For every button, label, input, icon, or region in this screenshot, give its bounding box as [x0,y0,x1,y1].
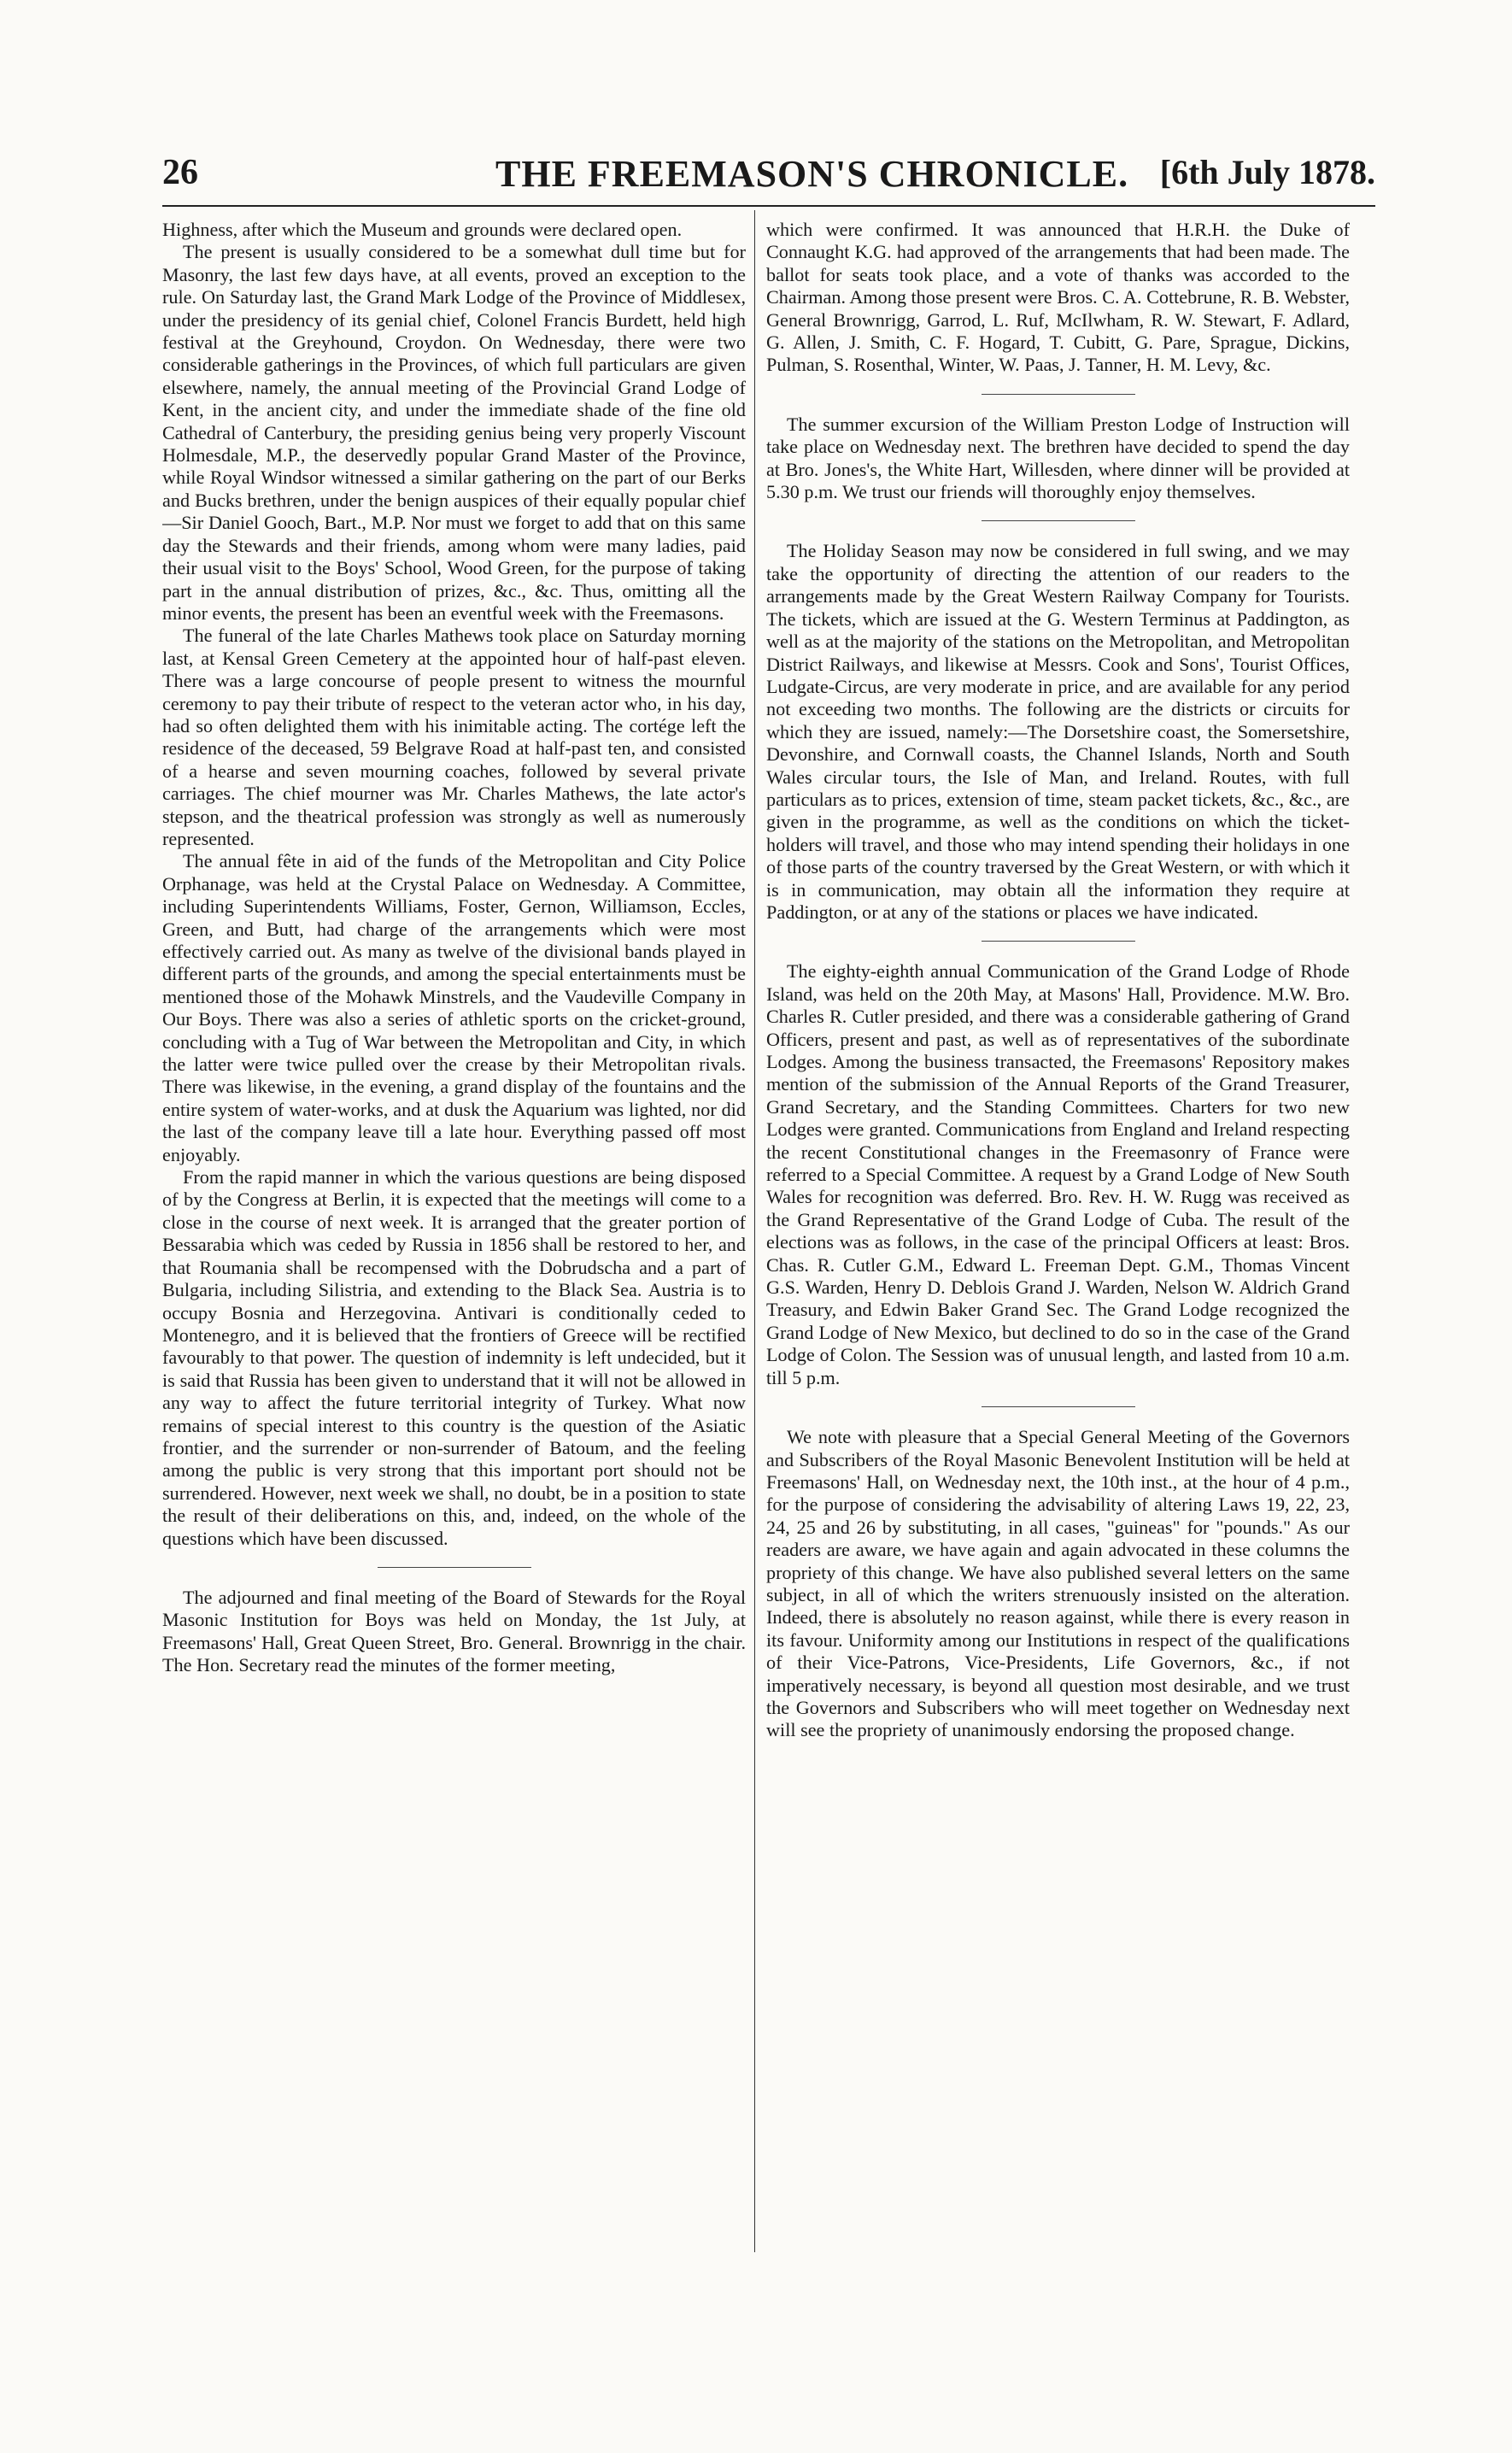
column-divider [754,210,755,2252]
section-separator [378,1567,531,1568]
section-separator [982,394,1135,395]
page-number: 26 [162,153,198,192]
article-paragraph: From the rapid manner in which the various questions are being disposed of by the Congress at Berlin, it is expected that the meetings will come to a close in the course of next week. It is arranged that the greater portion of Bessarabia which was ceded by Russia in 1856 shall be restored to her, and that Roumania shall be recompensed with the Dobrudscha and a part of Bulgaria, including Silistria, and extending to the Black Sea. Austria is to occupy Bosnia and Herzegovina. Antivari is conditionally ceded to Montenegro, and it is believed that the frontiers of Greece will be rectified favourably to that power. The question of indemnity is left undecided, but it is said that Russia has been given to understand that it will not be allowed in any way to affect the future territorial integrity of Turkey. What now remains of special interest to this country is the question of the Asiatic frontier, and the surrender or non-surrender of Batoum, and the feeling among the public is very strong that this important port should not be surrendered. However, next week we shall, no doubt, be in a position to state the result of their deliberations on this, and, indeed, on the whole of the questions which have been discussed. [162,1166,746,1549]
header-rule [162,205,1375,207]
page-header [162,152,1375,203]
article-paragraph: The annual fête in aid of the funds of the Metropolitan and City Police Orphanage, was held at the Crystal Palace on Wednesday. A Committee, including Superintendents Williams, Foster, Gernon, Williamson, Eccles, Green, and Butt, had charge of the arrangements which were most effectively carried out. As many as twelve of the divisional bands played in different parts of the grounds, and among the special entertainments must be mentioned those of the Mohawk Minstrels, and the Vaudeville Company in Our Boys. There was also a series of athletic sports on the cricket-ground, concluding with a Tug of War between the Metropolitan and City, in which the latter were twice pulled over the crease by their Metropolitan rivals. There was likewise, in the evening, a grand display of the fountains and the entire system of water-works, and at dusk the Aquarium was lighted, nor did the last of the company leave till a late hour. Everything passed off most enjoyably. [162,850,746,1165]
publication-title: THE FREEMASON'S CHRONICLE. [495,153,1129,195]
article-paragraph: The adjourned and final meeting of the Board of Stewards for the Royal Masonic Institution for Boys was held on Monday, the 1st July, at Freemasons' Hall, Great Queen Street, Bro. General. Brownrigg in the chair. The Hon. Secretary read the minutes of the former meeting, [162,1586,746,1676]
section-separator [982,1406,1135,1407]
article-paragraph: The eighty-eighth annual Communication of the Grand Lodge of Rhode Island, was held on the 20th May, at Masons' Hall, Providence. M.W. Bro. Charles R. Cutler presided, and there was a considerable gathering of Grand Officers, present and past, as well as of representatives of the subordinate Lodges. Among the business transacted, the Freemasons' Repository makes mention of the submission of the Annual Reports of the Grand Treasurer, Grand Secretary, and the Standing Committees. Charters for two new Lodges were granted. Communications from England and Ireland respecting the recent Constitutional changes in the Freemasonry of France were referred to a Special Committee. A request by a Grand Lodge of New South Wales for recognition was deferred. Bro. Rev. H. W. Rugg was received as the Grand Representative of the Grand Lodge of Cuba. The result of the elections was as follows, in the case of the principal Officers at least: Bros. Chas. R. Cutler G.M., Edward L. Freeman Dept. G.M., Thomas Vincent G.S. Warden, Henry D. Deblois Grand J. Warden, Nelson W. Aldrich Grand Treasury, and Edwin Baker Grand Sec. The Grand Lodge recognized the Grand Lodge of New Mexico, but declined to do so in the case of the Grand Lodge of Colon. The Session was of unusual length, and lasted from 10 a.m. till 5 p.m. [766,960,1350,1388]
section-separator [982,941,1135,942]
article-paragraph: The Holiday Season may now be considered in full swing, and we may take the opportunity of directing the attention of our readers to the arrangements made by the Great Western Railway Company for Tourists. The tickets, which are issued at the G. Western Terminus at Paddington, as well as at the majority of the stations on the Metropolitan, and Metropolitan District Railways, and likewise at Messrs. Cook and Sons', Tourist Offices, Ludgate-Circus, are very moderate in price, and are available for any period not exceeding two months. The following are the districts or circuits for which they are issued, namely:—The Dorsetshire coast, the Somersetshire, Devonshire, and Cornwall coasts, the Channel Islands, North and South Wales circular tours, the Isle of Man, and Ireland. Routes, with full particulars as to prices, extension of time, steam packet tickets, &c., &c., are given in the programme, as well as the conditions on which the ticket-holders will travel, and those who may intend spending their holidays in one of those parts of the country traversed by the Great Western, or with which it is in communication, may obtain all the information they require at Paddington, or at any of the stations or places we have indicated. [766,540,1350,923]
article-paragraph: Highness, after which the Museum and grounds were declared open. [162,219,683,240]
article-paragraph: The present is usually considered to be a somewhat dull time but for Masonry, the last few days have, at all events, proved an exception to the rule. On Saturday last, the Grand Mark Lodge of the Province of Middlesex, under the presidency of its genial chief, Colonel Francis Burdett, held high festival at the Greyhound, Croydon. On Wednesday, there were two considerable gatherings in the Provinces, of which full particulars are given elsewhere, namely, the annual meeting of the Provincial Grand Lodge of Kent, in the ancient city, and under the immediate shade of the fine old Cathedral of Canterbury, the presiding genius being very properly Viscount Holmesdale, M.P., the deservedly popular Grand Master of the Province, while Royal Windsor witnessed a similar gathering on the part of our Berks and Bucks brethren, under the benign auspices of their equally popular chief—Sir Daniel Gooch, Bart., M.P. Nor must we forget to add that on this same day the Stewards and their friends, among whom were many ladies, paid their usual visit to the Boys' School, Wood Green, for the purpose of taking part in the annual distribution of prizes, &c., &c. Thus, omitting all the minor events, the present has been an eventful week with the Freemasons. [162,241,746,624]
section-separator [982,520,1135,521]
right-column [766,219,1350,2261]
article-paragraph: The summer excursion of the William Preston Lodge of Instruction will take place on Wednesday next. The brethren have decided to spend the day at Bro. Jones's, the White Hart, Willesden, where dinner will be provided at 5.30 p.m. We trust our friends will thoroughly enjoy themselves. [766,413,1350,503]
article-paragraph: which were confirmed. It was announced that H.R.H. the Duke of Connaught K.G. had approved of the arrangements that had been made. The ballot for seats took place, and a vote of thanks was accorded to the Chairman. Among those present were Bros. C. A. Cottebrune, R. B. Webster, General Brownrigg, Garrod, L. Ruf, McIlwham, R. W. Stewart, F. Adlard, G. Allen, J. Smith, C. F. Hogard, T. Cubitt, G. Pare, Sprague, Dickins, Pulman, S. Rosenthal, Winter, W. Paas, J. Tanner, H. M. Levy, &c. [766,219,1350,376]
article-paragraph: The funeral of the late Charles Mathews took place on Saturday morning last, at Kensal Green Cemetery at the appointed hour of half-past eleven. There was a large concourse of people present to witness the mournful ceremony to pay their tribute of respect to the veteran actor who, in his day, had so often delighted them with his inimitable acting. The cortége left the residence of the deceased, 59 Belgrave Road at half-past ten, and consisted of a hearse and seven mourning coaches, followed by several private carriages. The chief mourner was Mr. Charles Mathews, the late actor's stepson, and the theatrical profession was strongly as well as numerously represented. [162,625,746,849]
issue-date: [6th July 1878. [1159,153,1375,191]
article-paragraph: We note with pleasure that a Special General Meeting of the Governors and Subscribers of the Royal Masonic Benevolent Institution will be held at Freemasons' Hall, on Wednesday next, the 10th inst., at the hour of 4 p.m., for the purpose of considering the advisability of altering Laws 19, 22, 23, 24, 25 and 26 by substituting, in all cases, "guineas" for "pounds." As our readers are aware, we have again and again advocated in these columns the propriety of this change. We have also published several letters on the same subject, in all of which the writers strenuously insisted on the alteration. Indeed, there is absolutely no reason against, while there is every reason in its favour. Uniformity among our Institutions in respect of the qualifications of their Vice-Patrons, Vice-Presidents, Life Governors, &c., if not imperatively necessary, is beyond all question most desirable, and we trust the Governors and Subscribers who will meet together on Wednesday next will see the propriety of unanimously endorsing the proposed change. [766,1426,1350,1741]
left-column [162,219,746,2261]
